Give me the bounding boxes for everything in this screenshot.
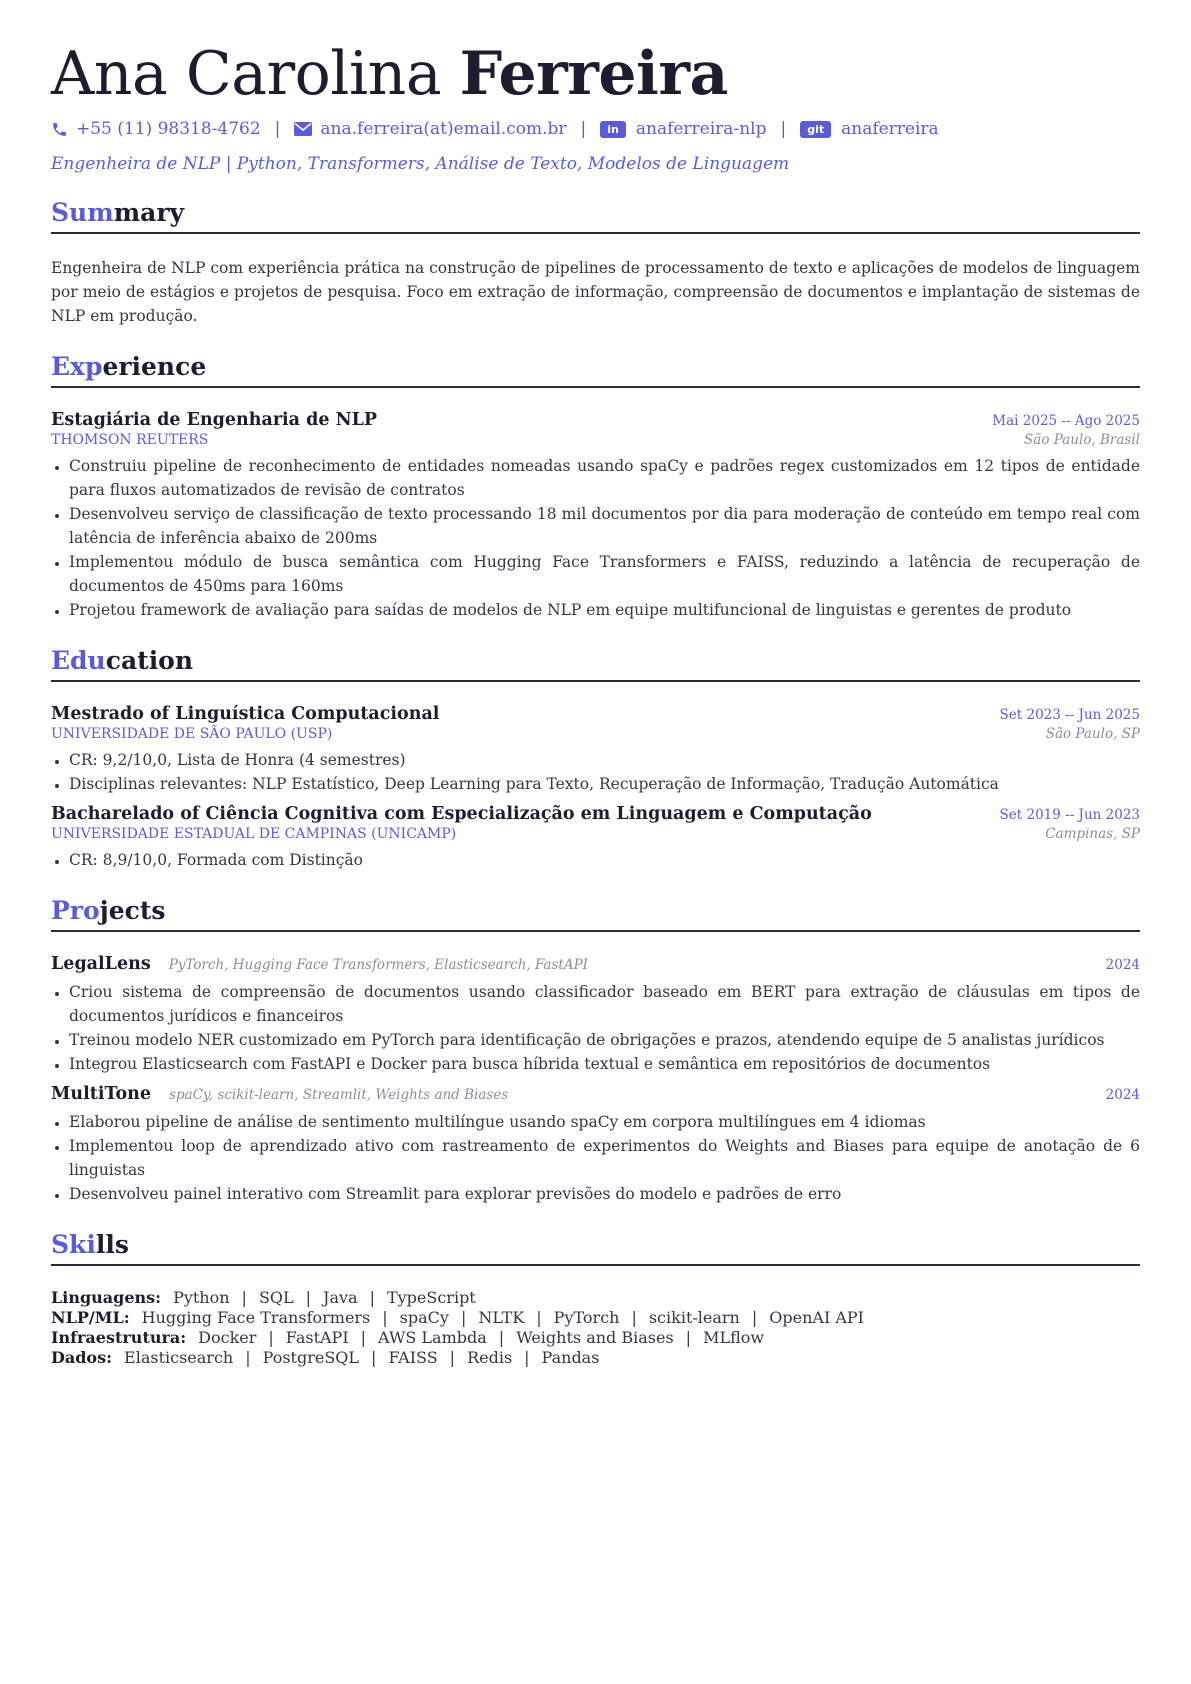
education-entry [51,704,1140,796]
phone-number: +55 (11) 98318-4762 [76,119,261,139]
skill-item: SQL [258,1288,294,1307]
phone-contact[interactable] [51,119,261,139]
job-title: Estagiária de Engenharia de NLP [51,410,378,430]
headline-tagline: Engenheira de NLP | Python, Transformers, Análise de Texto, Modelos de Linguagem [51,154,790,174]
bullet-item: • Disciplinas relevantes: NLP Estatístico, Deep Learning para Texto, Recuperação de Informação, Tradução Automática [69,772,1140,796]
skill-item: scikit-learn [648,1308,740,1327]
git-icon: git [800,121,831,138]
contact-separator: | [274,119,281,139]
skill-separator: | [371,1348,377,1367]
bullet-item: • Implementou módulo de busca semântica com Hugging Face Transformers e FAISS, reduzindo a latência de recuperação de documentos de 450ms para 160ms [69,550,1140,598]
skill-group-label: Linguagens: [51,1288,162,1307]
contact-separator: | [780,119,787,139]
project-entry [51,954,1140,1076]
skill-item: Docker [198,1328,257,1347]
skill-item: AWS Lambda [378,1328,487,1347]
bullet-item: • Integrou Elasticsearch com FastAPI e Docker para busca híbrida textual e semântica em repositórios de documentos [69,1052,1140,1076]
skill-item: Weights and Biases [516,1328,674,1347]
degree-dates: Set 2023 -- Jun 2025 [999,707,1140,723]
school-location: Campinas, SP [1045,826,1140,842]
bullet-item: • Desenvolveu painel interativo com Streamlit para explorar previsões do modelo e padrões de erro [69,1182,1140,1206]
candidate-name [51,36,1140,112]
skill-group-label: Dados: [51,1348,113,1367]
project-entry [51,1084,1140,1206]
bullet-item: • CR: 8,9/10,0, Formada com Distinção [69,848,1140,872]
bullet-item: • Treinou modelo NER customizado em PyTorch para identificação de obrigações e prazos, atendendo equipe de 5 analistas jurídicos [69,1028,1140,1052]
skill-item: Elasticsearch [124,1348,234,1367]
github-handle: anaferreira [841,119,939,139]
skill-separator: | [245,1348,251,1367]
skill-item: PyTorch [553,1308,620,1327]
bullet-item: • Criou sistema de compreensão de documentos usando classificador baseado em BERT para extração de cláusulas em tipos de documentos jurídicos e financeiros [69,980,1140,1028]
skill-separator: | [751,1308,758,1327]
section-title-projects: Projects [51,894,1140,932]
skill-item: MLflow [703,1328,765,1347]
education-bullets [51,848,1140,872]
experience-entry [51,410,1140,622]
skill-item: OpenAI API [769,1308,864,1327]
skill-separator: | [685,1328,692,1347]
school-location: São Paulo, SP [1045,726,1140,742]
project-tech: PyTorch, Hugging Face Transformers, Elasticsearch, FastAPI [168,957,588,973]
github-contact[interactable] [800,119,939,139]
bullet-item: • Implementou loop de aprendizado ativo com rastreamento de experimentos do Weights and Biases para equipe de anotação de 6 linguistas [69,1134,1140,1182]
section-title-education: Education [51,644,1140,682]
skill-separator: | [524,1348,530,1367]
skill-separator: | [449,1348,456,1367]
section-title-skills: Skills [51,1228,1140,1266]
project-tech: spaCy, scikit-learn, Streamlit, Weights and Biases [169,1087,509,1103]
skill-item: Hugging Face Transformers [141,1308,371,1327]
education-entry [51,804,1140,872]
skill-item: FAISS [388,1348,438,1367]
envelope-icon [294,122,312,136]
skill-group [51,1348,1140,1368]
first-name: Ana Carolina [51,39,442,109]
linkedin-contact[interactable] [600,119,766,139]
project-year: 2024 [1105,957,1140,973]
skill-separator: | [268,1328,274,1347]
school-name: UNIVERSIDADE DE SÃO PAULO (USP) [51,726,333,742]
skill-item: NLTK [478,1308,525,1327]
skill-group [51,1328,1140,1348]
linkedin-handle: anaferreira-nlp [635,119,767,139]
bullet-item: • Desenvolveu serviço de classificação de texto processando 18 mil documentos por dia para moderação de conteúdo em tempo real com latência de inferência abaixo de 200ms [69,502,1140,550]
skill-separator: | [369,1288,375,1307]
skill-group [51,1288,1140,1308]
company-name: THOMSON REUTERS [51,432,209,448]
project-bullets [51,1110,1140,1206]
school-name: UNIVERSIDADE ESTADUAL DE CAMPINAS (UNICAMP) [51,826,457,842]
email-contact[interactable] [294,119,566,139]
degree-title: Mestrado of Linguística Computacional [51,704,440,724]
skill-group-label: Infraestrutura: [51,1328,187,1347]
skill-item: spaCy [399,1308,449,1327]
project-bullets [51,980,1140,1076]
summary-text: Engenheira de NLP com experiência prática na construção de pipelines de processamento de texto e aplicações de modelos de linguagem por meio de estágios e projetos de pesquisa. Foco em extração de informação, compreensão de documentos e implantação de sistemas de NLP em produção. [51,259,1140,325]
bullet-item: • Projetou framework de avaliação para saídas de modelos de NLP em equipe multifuncional de linguistas e gerentes de produto [69,598,1140,622]
degree-title: Bacharelado of Ciência Cognitiva com Especialização em Linguagem e Computação [51,804,872,824]
degree-dates: Set 2019 -- Jun 2023 [999,807,1140,823]
skill-separator: | [305,1288,312,1307]
skill-separator: | [536,1308,542,1327]
skill-separator: | [241,1288,247,1307]
skill-separator: | [382,1308,388,1327]
skill-group [51,1308,1140,1328]
skill-separator: | [460,1308,467,1327]
project-year: 2024 [1105,1087,1140,1103]
skill-item: Python [173,1288,230,1307]
job-bullets [51,454,1140,622]
skill-separator: | [631,1308,637,1327]
skill-item: Pandas [541,1348,600,1367]
email-address: ana.ferreira(at)email.com.br [320,119,567,139]
education-bullets [51,748,1140,796]
last-name: Ferreira [459,39,728,109]
bullet-item: • CR: 9,2/10,0, Lista de Honra (4 semestres) [69,748,1140,772]
section-title-experience: Experience [51,350,1140,388]
skill-separator: | [498,1328,505,1347]
section-title-summary: Summary [51,196,1140,234]
bullet-item: • Construiu pipeline de reconhecimento de entidades nomeadas usando spaCy e padrões regex customizados em 12 tipos de entidade para fluxos automatizados de revisão de contratos [69,454,1140,502]
skill-item: Redis [467,1348,513,1367]
skill-item: Java [323,1288,358,1307]
skill-item: TypeScript [386,1288,476,1307]
skills-list [51,1288,1140,1368]
contact-separator: | [580,119,587,139]
skill-separator: | [360,1328,367,1347]
skill-item: PostgreSQL [262,1348,360,1367]
job-dates: Mai 2025 -- Ago 2025 [992,413,1140,429]
skill-group-label: NLP/ML: [51,1308,130,1327]
phone-icon [51,121,68,138]
job-location: São Paulo, Brasil [1024,432,1140,448]
linkedin-icon: in [600,121,626,138]
contact-bar [51,116,1140,142]
project-name: LegalLens [51,954,151,974]
bullet-item: • Elaborou pipeline de análise de sentimento multilíngue usando spaCy em corpora multilíngues em 4 idiomas [69,1110,1140,1134]
skill-item: FastAPI [285,1328,349,1347]
project-name: MultiTone [51,1084,152,1104]
